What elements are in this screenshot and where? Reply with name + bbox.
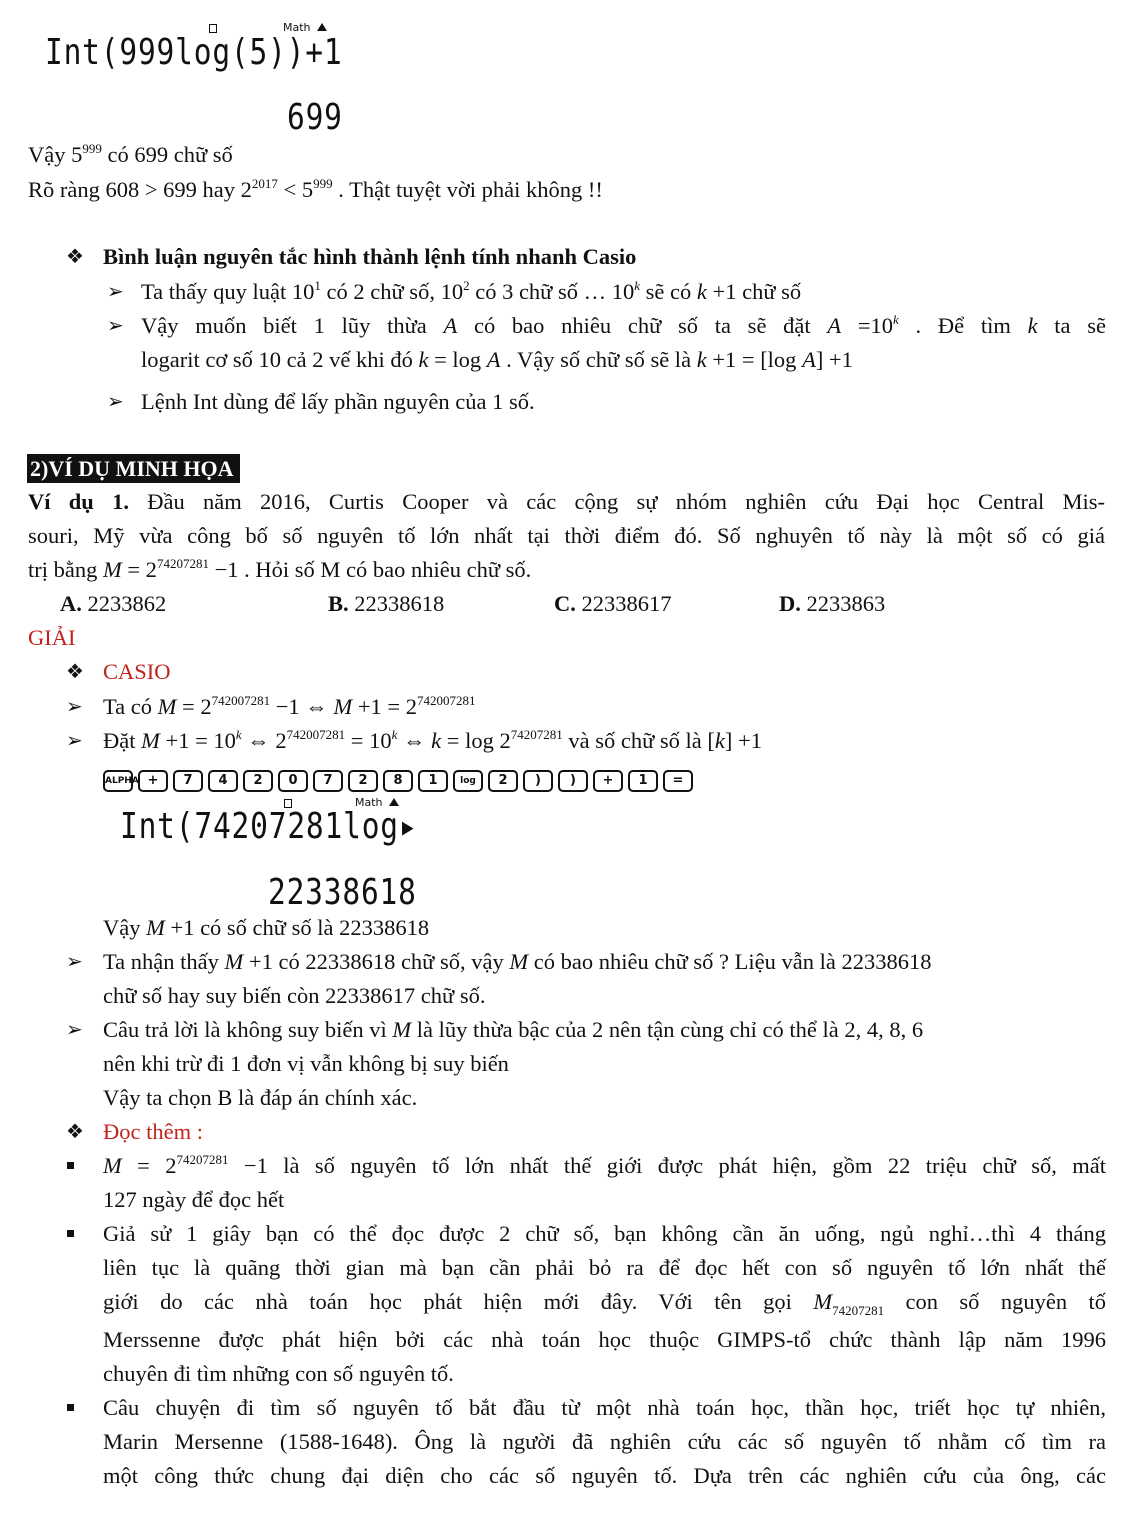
bullet-2-line-3: giới do các nhà toán học phát hiện mới đây. Với tên gọi $M_{74207281}$ con số nguyên tố bbox=[103, 1289, 1106, 1318]
square-bullet-icon bbox=[67, 1404, 74, 1411]
step-2: Đặt $M +1 = 10^k$ ⇔ $2^{742007281} = 10^k$ ⇔ $k = \log 2^{74207281}$ và số chữ số là [k] +1 bbox=[103, 727, 762, 753]
observation-line-1: Ta nhận thấy M +1 có 22338618 chữ số, vậy M có bao nhiêu chữ số ? Liệu vẫn là 22338618 bbox=[103, 949, 932, 974]
key-1: 1 bbox=[418, 770, 448, 792]
bullet-3-line-3: một công thức chung đại diện cho các số nguyên tố. Dựa trên các nghiên cứu của ông, các bbox=[103, 1463, 1106, 1488]
answer-line-3: Vậy ta chọn B là đáp án chính xác. bbox=[103, 1085, 418, 1110]
commentary-title: Bình luận nguyên tắc hình thành lệnh tính nhanh Casio bbox=[103, 244, 637, 269]
bullet-3-line-2: Marin Mersenne (1588-1648). Ông là người đã nghiên cứu các số nguyên tố nhằm cố tìm ra bbox=[103, 1429, 1106, 1454]
commentary-point-2-line-2: logarit cơ số 10 cả 2 vế khi đó k = log A . Vậy số chữ số sẽ là k +1 = [log A] +1 bbox=[141, 347, 853, 372]
arrow-bullet-icon: ➢ bbox=[107, 391, 124, 413]
bullet-2-line-5: chuyên đi tìm những con số nguyên tố. bbox=[103, 1361, 454, 1386]
solution-heading: GIẢI bbox=[28, 625, 76, 650]
bullet-1-line-1: $M = 2^{74207281} -1$ là số nguyên tố lớn nhất thế giới được phát hiện, gồm 22 triệu chữ số, mất bbox=[103, 1152, 1106, 1178]
key-2: 2 bbox=[488, 770, 518, 792]
conclusion-line: Vậy $5^{999}$ có 699 chữ số bbox=[28, 141, 233, 167]
bullet-2-line-4: Merssenne được phát hiện bởi các nhà toán học thuộc GIMPS-tổ chức thành lập năm 1996 bbox=[103, 1327, 1106, 1352]
example-line-1: Ví dụ 1. Đầu năm 2016, Curtis Cooper và các cộng sự nhóm nghiên cứu Đại học Central Mis- bbox=[28, 489, 1106, 514]
key-7: 7 bbox=[173, 770, 203, 792]
up-triangle-icon bbox=[389, 798, 399, 806]
calc-mode-indicator: Math bbox=[283, 22, 327, 34]
example-line-3: trị bằng $M = 2^{74207281} -1$ . Hỏi số M có bao nhiêu chữ số. bbox=[28, 556, 532, 582]
answer-line-2: nên khi trừ đi 1 đơn vị vẫn không bị suy biến bbox=[103, 1051, 509, 1076]
arrow-bullet-icon: ➢ bbox=[107, 281, 124, 303]
example-line-2: souri, Mỹ vừa công bố số nguyên tố lớn nhất tại thời điểm đó. Số nghuyên tố này là một số có giá bbox=[28, 523, 1105, 548]
commentary-point-1: Ta thấy quy luật $10^1$ có 2 chữ số, $10^2$ có 3 chữ số … 10$^k$ sẽ có k +1 chữ số bbox=[141, 278, 802, 304]
key-plus: + bbox=[593, 770, 623, 792]
answer-line-1: Câu trả lời là không suy biến vì M là lũy thừa bậc của 2 nên tận cùng chỉ có thể là 2, 4, 8, 6 bbox=[103, 1017, 924, 1042]
arrow-bullet-icon: ➢ bbox=[66, 730, 83, 752]
calc-mode-indicator: Math bbox=[355, 797, 399, 809]
calc-expression: Int(999log(5))+1 bbox=[45, 32, 343, 73]
calc-expression: Int(74207281log▸ bbox=[120, 806, 418, 847]
bullet-1-line-2: 127 ngày để đọc hết bbox=[103, 1187, 285, 1212]
key-alpha: ALPHA bbox=[103, 770, 133, 792]
key-8: 8 bbox=[383, 770, 413, 792]
square-bullet-icon bbox=[67, 1162, 74, 1169]
key-2: 2 bbox=[348, 770, 378, 792]
casio-heading: CASIO bbox=[103, 659, 171, 684]
arrow-bullet-icon: ➢ bbox=[66, 696, 83, 718]
key-2: 2 bbox=[243, 770, 273, 792]
option-b[interactable]: B. 22338618 bbox=[328, 591, 445, 616]
step-1: Ta có $M = 2^{742007281} -1$ ⇔ $M +1 = 2^{742007281}$ bbox=[103, 693, 476, 719]
key-close-paren: ) bbox=[523, 770, 553, 792]
key-0: 0 bbox=[278, 770, 308, 792]
bullet-2-line-2: liên tục là quãng thời gian mà bạn cần phải bỏ ra để đọc hết con số nguyên tố lớn nhất thế bbox=[103, 1255, 1106, 1280]
diamond-bullet-icon: ❖ bbox=[66, 246, 84, 268]
commentary-point-3: Lệnh Int dùng để lấy phần nguyên của 1 số. bbox=[141, 389, 535, 414]
arrow-bullet-icon: ➢ bbox=[66, 951, 83, 973]
bullet-3-line-1: Câu chuyện đi tìm số nguyên tố bắt đầu từ một nhà toán học, thần học, triết học tự nhiên, bbox=[103, 1395, 1106, 1420]
option-a[interactable]: A. 2233862 bbox=[60, 591, 167, 616]
option-c[interactable]: C. 22338617 bbox=[554, 591, 672, 616]
key-plus: + bbox=[138, 770, 168, 792]
bullet-2-line-1: Giả sử 1 giây bạn có thể đọc được 2 chữ số, bạn không cần ăn uống, ngủ nghỉ…thì 4 tháng bbox=[103, 1221, 1106, 1246]
key-1: 1 bbox=[628, 770, 658, 792]
arrow-bullet-icon: ➢ bbox=[66, 1019, 83, 1041]
option-d[interactable]: D. 2233863 bbox=[779, 591, 886, 616]
digits-result-line: Vậy M +1 có số chữ số là 22338618 bbox=[103, 915, 430, 940]
key-sequence bbox=[103, 770, 693, 792]
diamond-bullet-icon: ❖ bbox=[66, 661, 84, 683]
calc-result: 22338618 bbox=[268, 872, 417, 913]
key-4: 4 bbox=[208, 770, 238, 792]
key-log: log bbox=[453, 770, 483, 792]
calc-result: 699 bbox=[287, 97, 343, 138]
diamond-bullet-icon: ❖ bbox=[66, 1121, 84, 1143]
arrow-bullet-icon: ➢ bbox=[107, 315, 124, 337]
further-reading-heading: Đọc thêm : bbox=[103, 1119, 203, 1144]
commentary-point-2-line-1: Vậy muốn biết 1 lũy thừa A có bao nhiêu chữ số ta sẽ đặt $A =10^k$ . Để tìm k ta sẽ bbox=[141, 312, 1106, 338]
key-7: 7 bbox=[313, 770, 343, 792]
observation-line-2: chữ số hay suy biến còn 22338617 chữ số. bbox=[103, 983, 486, 1008]
comparison-line: Rõ ràng 608 > 699 hay $2^{2017} < 5^{999}$ . Thật tuyệt vời phải không !! bbox=[28, 176, 603, 202]
key-close-paren: ) bbox=[558, 770, 588, 792]
section-heading: 2)VÍ DỤ MINH HỌA bbox=[27, 454, 240, 483]
square-bullet-icon bbox=[67, 1230, 74, 1237]
up-triangle-icon bbox=[317, 23, 327, 31]
key-equals: = bbox=[663, 770, 693, 792]
